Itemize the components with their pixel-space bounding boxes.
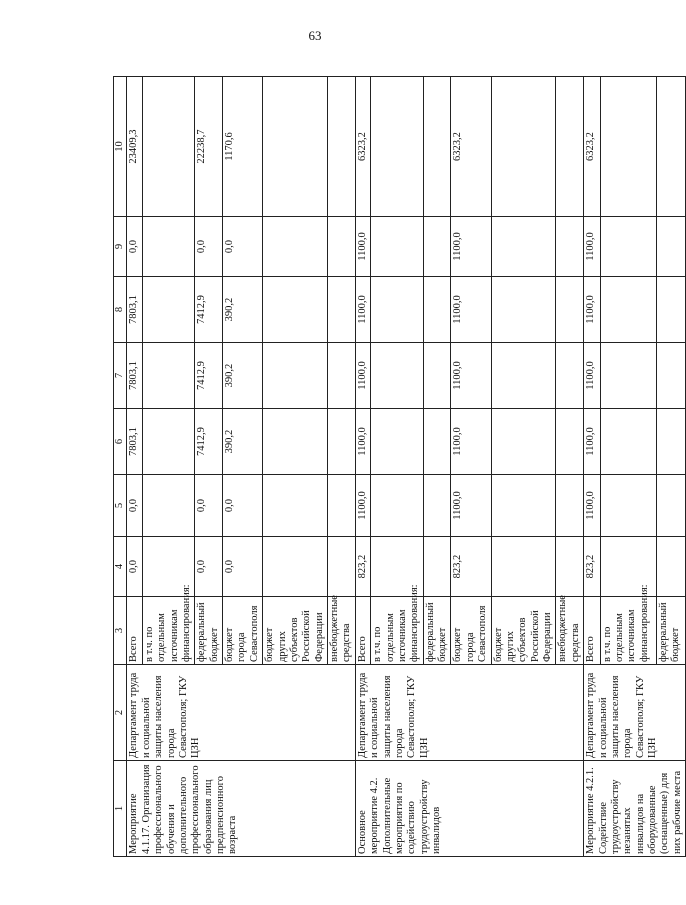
value-cell-c8: 7412,9 [195,277,223,343]
col-header-4: 4 [114,537,127,597]
value-cell-c7: 7803,1 [127,343,142,409]
table-body [127,77,686,857]
funding-source-cell: внебюджетные средства [556,597,584,665]
value-cell-c7: 7412,9 [195,343,223,409]
value-cell-c6 [263,409,328,475]
value-cell-c9 [656,217,686,277]
executor-cell: Департамент труда и социальной защиты населения города Севастополя; ГКУ ЦЗН [127,665,355,761]
value-cell-c6: 1100,0 [451,409,491,475]
value-cell-c4: 0,0 [127,537,142,597]
value-cell-c5: 0,0 [127,475,142,537]
value-cell-c10: 1170,6 [223,77,263,217]
value-cell-c6 [656,409,686,475]
value-cell-c7 [556,343,584,409]
funding-source-cell: бюджет других субъектов Российской Федерации [491,597,556,665]
value-cell-c7: 1100,0 [451,343,491,409]
value-cell-c8: 1100,0 [355,277,370,343]
value-cell-c6 [328,409,356,475]
funding-source-cell: Всего [127,597,142,665]
funding-source-cell: федеральный бюджет [195,597,223,665]
value-cell-c10 [656,77,686,217]
value-cell-c5 [491,475,556,537]
value-cell-c4: 823,2 [584,537,600,597]
value-cell-c4 [328,537,356,597]
value-cell-c6 [371,409,424,475]
value-cell-c4 [656,537,686,597]
value-cell-c4 [263,537,328,597]
col-header-5: 5 [114,475,127,537]
value-cell-c4: 0,0 [223,537,263,597]
value-cell-c4: 823,2 [451,537,491,597]
value-cell-c10 [491,77,556,217]
col-header-1: 1 [114,761,127,857]
funding-source-cell: внебюджетные средства [328,597,356,665]
value-cell-c8 [600,277,656,343]
measure-name-cell: Основное мероприятие 4.2. Дополнительные мероприятия по содействию трудоустройству инвалидов [355,761,583,857]
value-cell-c5 [600,475,656,537]
funding-source-cell: в т.ч. по отдельным источникам финансирования: [371,597,424,665]
value-cell-c10 [423,77,451,217]
value-cell-c9: 0,0 [195,217,223,277]
funding-source-cell: бюджет других субъектов Российской Федерации [263,597,328,665]
value-cell-c5 [371,475,424,537]
value-cell-c6 [600,409,656,475]
value-cell-c8 [656,277,686,343]
funding-source-cell: в т.ч. по отдельным источникам финансирования: [600,597,656,665]
value-cell-c10 [600,77,656,217]
value-cell-c7: 390,2 [223,343,263,409]
value-cell-c4: 823,2 [355,537,370,597]
value-cell-c9: 1100,0 [355,217,370,277]
value-cell-c4: 0,0 [195,537,223,597]
value-cell-c6: 1100,0 [355,409,370,475]
value-cell-c8 [263,277,328,343]
value-cell-c9: 0,0 [223,217,263,277]
value-cell-c5: 1100,0 [584,475,600,537]
value-cell-c5 [423,475,451,537]
funding-source-cell: бюджет города Севастополя [223,597,263,665]
value-cell-c5 [263,475,328,537]
value-cell-c8: 1100,0 [584,277,600,343]
value-cell-c9 [263,217,328,277]
table-row [584,77,600,857]
measure-name-cell: Мероприятие 4.2.1. Содействие трудоустройству незанятых инвалидов на оборудованные (оснащенные) для них рабочие места [584,761,686,857]
value-cell-c7: 1100,0 [355,343,370,409]
value-cell-c7 [263,343,328,409]
funding-source-cell: Всего [584,597,600,665]
value-cell-c10 [263,77,328,217]
funding-source-cell: в т.ч. по отдельным источникам финансирования: [142,597,195,665]
measure-name-cell: Мероприятие 4.1.17. Организация профессионального обучения и дополнительного профессионального образования лиц предпенсионного возраста [127,761,355,857]
value-cell-c5 [556,475,584,537]
executor-cell: Департамент труда и социальной защиты населения города Севастополя; ГКУ ЦЗН [584,665,686,761]
value-cell-c8 [423,277,451,343]
value-cell-c8: 1100,0 [451,277,491,343]
value-cell-c5: 1100,0 [355,475,370,537]
funding-source-cell: Всего [355,597,370,665]
value-cell-c10 [371,77,424,217]
col-header-8: 8 [114,277,127,343]
value-cell-c9 [556,217,584,277]
value-cell-c6: 390,2 [223,409,263,475]
value-cell-c10 [556,77,584,217]
value-cell-c8 [491,277,556,343]
value-cell-c9 [371,217,424,277]
value-cell-c4 [423,537,451,597]
value-cell-c7 [656,343,686,409]
value-cell-c10: 23409,3 [127,77,142,217]
value-cell-c5 [142,475,195,537]
value-cell-c10 [328,77,356,217]
value-cell-c10 [142,77,195,217]
funding-source-cell: федеральный бюджет [656,597,686,665]
table-rotated-container [113,77,683,857]
value-cell-c9 [423,217,451,277]
value-cell-c6: 7412,9 [195,409,223,475]
value-cell-c6 [423,409,451,475]
funding-table [113,76,686,857]
value-cell-c10: 6323,2 [451,77,491,217]
value-cell-c8 [142,277,195,343]
value-cell-c6 [556,409,584,475]
value-cell-c4 [491,537,556,597]
table-row [355,77,370,857]
value-cell-c7 [600,343,656,409]
value-cell-c5 [656,475,686,537]
value-cell-c9 [491,217,556,277]
value-cell-c9: 0,0 [127,217,142,277]
value-cell-c8: 7803,1 [127,277,142,343]
value-cell-c10: 6323,2 [584,77,600,217]
value-cell-c9: 1100,0 [584,217,600,277]
table-row [127,77,142,857]
value-cell-c7: 1100,0 [584,343,600,409]
value-cell-c10: 22238,7 [195,77,223,217]
value-cell-c7 [328,343,356,409]
col-header-2: 2 [114,665,127,761]
col-header-6: 6 [114,409,127,475]
col-header-9: 9 [114,217,127,277]
value-cell-c6: 1100,0 [584,409,600,475]
value-cell-c8 [556,277,584,343]
value-cell-c7 [491,343,556,409]
page-number: 63 [308,28,322,43]
value-cell-c5: 0,0 [223,475,263,537]
value-cell-c5 [328,475,356,537]
value-cell-c9: 1100,0 [451,217,491,277]
value-cell-c7 [142,343,195,409]
value-cell-c10: 6323,2 [355,77,370,217]
col-header-7: 7 [114,343,127,409]
value-cell-c5: 1100,0 [451,475,491,537]
table-wrapper [113,77,683,857]
value-cell-c4 [556,537,584,597]
value-cell-c6 [142,409,195,475]
value-cell-c6 [491,409,556,475]
value-cell-c6: 7803,1 [127,409,142,475]
value-cell-c8 [371,277,424,343]
value-cell-c5: 0,0 [195,475,223,537]
col-header-10: 10 [114,77,127,217]
header-row [114,77,127,857]
value-cell-c7 [371,343,424,409]
value-cell-c8: 390,2 [223,277,263,343]
value-cell-c8 [328,277,356,343]
executor-cell: Департамент труда и социальной защиты населения города Севастополя; ГКУ ЦЗН [355,665,583,761]
value-cell-c7 [423,343,451,409]
funding-source-cell: федеральный бюджет [423,597,451,665]
col-header-3: 3 [114,597,127,665]
funding-source-cell: бюджет города Севастополя [451,597,491,665]
value-cell-c9 [142,217,195,277]
value-cell-c9 [328,217,356,277]
value-cell-c9 [600,217,656,277]
